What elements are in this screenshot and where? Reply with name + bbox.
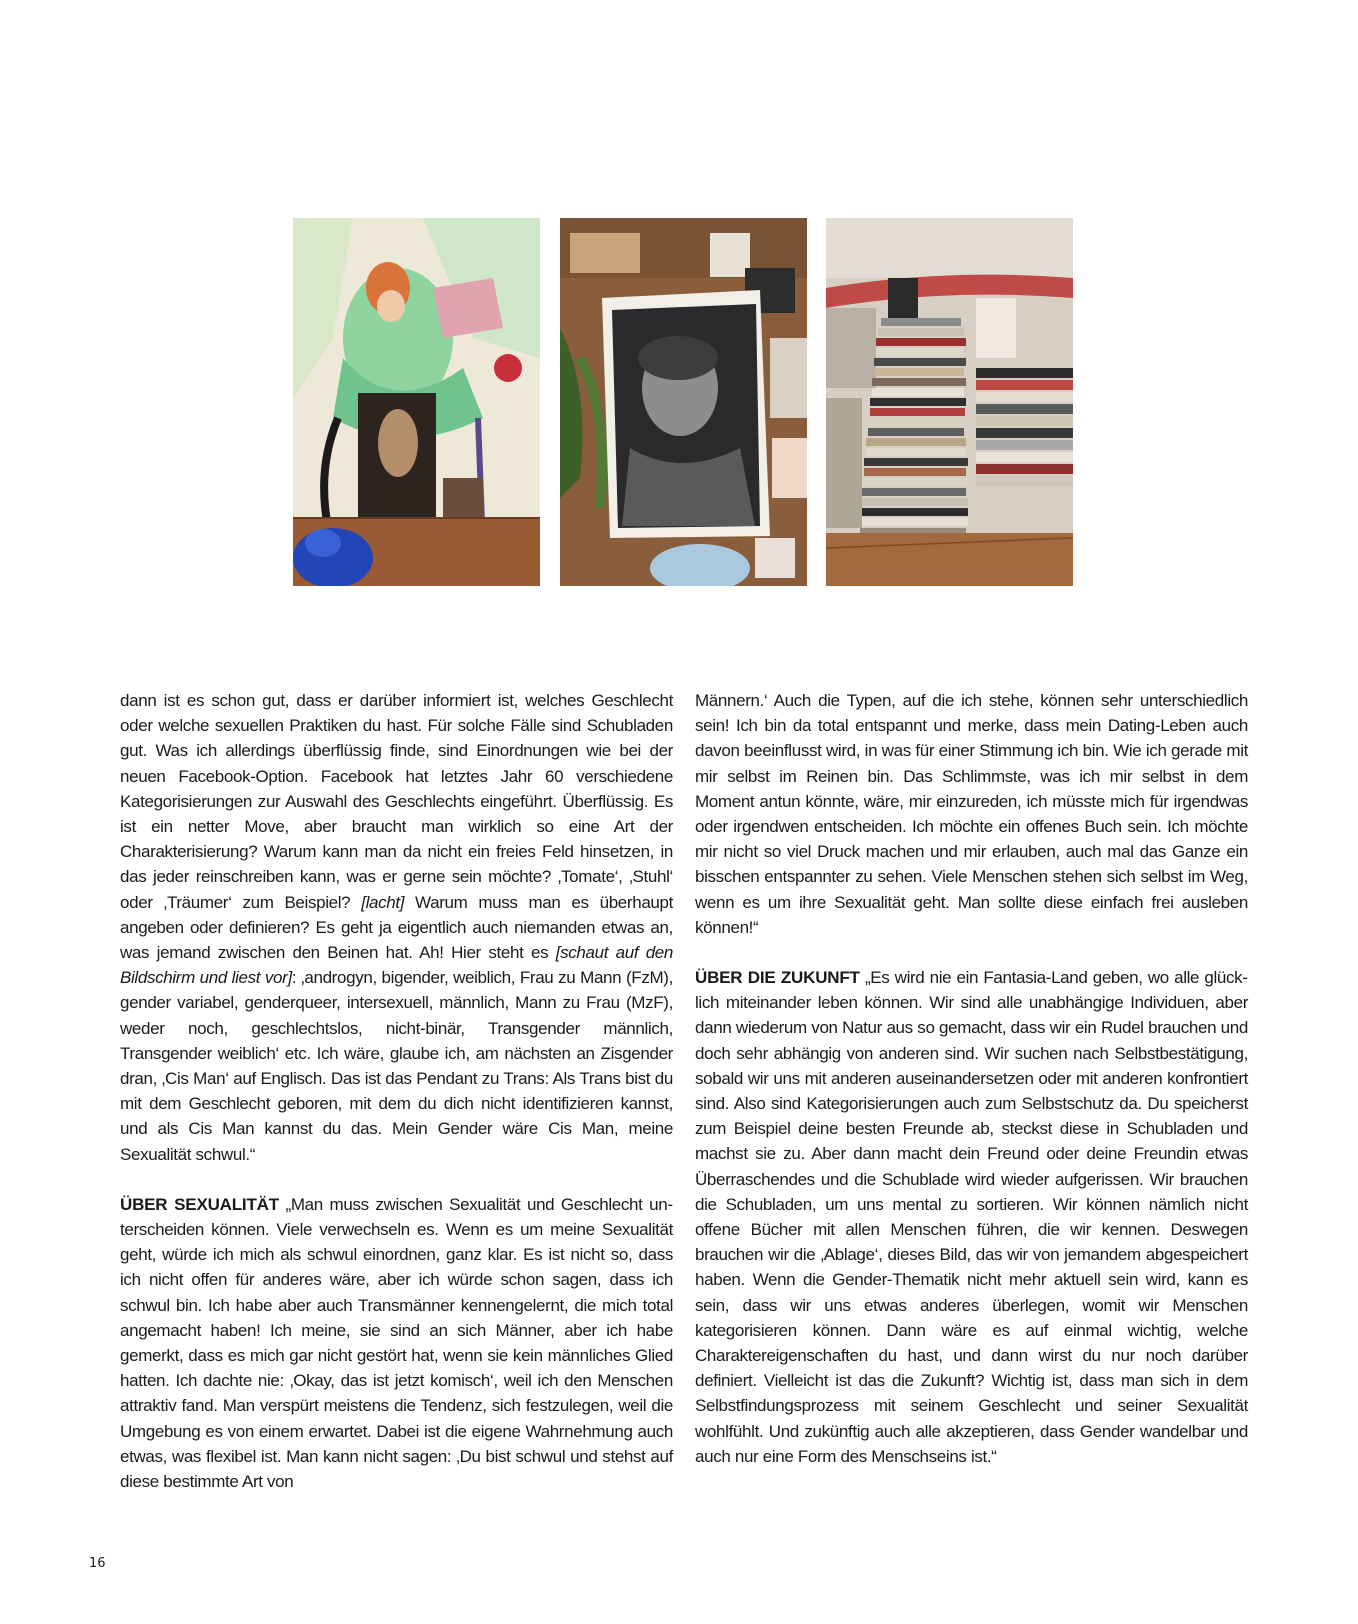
photo-pinboard-portrait (560, 218, 807, 586)
section-heading-sexuality: ÜBER SEXUALITÄT (120, 1194, 279, 1214)
paragraph-text: : ‚androgyn, bigender, weiblich, Frau zu Mann (FzM), gender variabel, genderqueer, intersexuell, männlich, Mann zu Frau (MzF), weder noch, geschlechtslos, nicht-binär, Transgender männlich, Transgender weiblich‘ etc. Ich wäre, glaube ich, am nächsten an Zisgender dran, ‚Cis Man‘ auf Englisch. Das ist das Pendant zu Trans: Als Trans bist du mit dem Geschlecht geboren, mit dem du dich nicht identifizieren kannst, und als Cis Man kannst du das. Mein Gender wäre Cis Man, meine Sexualität schwul.“ (120, 968, 673, 1164)
stage-direction: [lacht] (361, 892, 405, 912)
paragraph-text: Männern.‘ Auch die Typen, auf die ich stehe, können sehr unterschiedlich sein! Ich bin da total entspannt und merke, dass mein Dating-Leben auch davon beeinflusst wird, in was für einer Stimmung ich bin. Wie ich gerade mit mir selbst im Reinen bin. Das Schlimmste, was ich mir selbst in dem Moment antun könnte, wäre, mir einzureden, ich müsste mich für irgendwas oder irgendwen entscheiden. Ich möchte ein offenes Buch sein. Ich möchte mir nicht so viel Druck machen und mir erlauben, auch mal das Ganze ein bisschen entspannter zu sehen. Viele Menschen stehen sich selbst im Weg, wenn es um ihre Sexualität geht. Man sollte diese einfach frei ausleben können!“ (695, 691, 1248, 937)
paragraph-text: dann ist es schon gut, dass er darüber informiert ist, welches Geschlecht oder welche sexuellen Praktiken du hast. Für solche Fälle sind Schubladen gut. Was ich allerdings überflüssig finde, sind Einordnungen wie bei der neuen Facebook-Option. Facebook hat letztes Jahr 60 verschiedene Kategorisierungen zur Auswahl des Geschlechts eingeführt. Überflüssig. Es ist ein netter Move, aber braucht man wirklich so eine Art der Charakterisierung? Warum kann man da nicht ein freies Feld hinsetzen, in das jeder reinschreiben kann, was er gerne sein möchte? ‚Tomate‘, ‚Stuhl‘ oder ‚Träumer‘ zum Beispiel? (120, 691, 673, 912)
paragraph (120, 1192, 673, 1494)
page-number: 16 (89, 1556, 106, 1571)
paragraph-text: „Man muss zwischen Sexualität und Geschlecht unterscheiden können. Viele verwechseln es. Wenn es um meine Sexualität geht, würde ich mich als schwul einordnen, ganz klar. Es ist nicht so, dass ich nicht offen für anderes wäre, aber ich würde schon sagen, dass ich schwul bin. Ich habe aber auch Transmänner kennengelernt, die mich total angemacht haben! Ich meine, sie sind an sich Männer, aber ich habe gemerkt, dass es mich gar nicht gestört hat, wenn sie kein männliches Glied hatten. Ich dachte nie: ‚Okay, das ist jetzt komisch‘, weil ich den Menschen attraktiv fand. Man verspürt meistens die Tendenz, sich festzulegen, weil die Umgebung es von einem erwartet. Dabei ist die eigene Wahrnehmung auch etwas, was flexibel ist. Man kann nicht sagen: ‚Du bist schwul und stehst auf diese bestimmte Art von (120, 1194, 674, 1492)
paragraph (695, 965, 1248, 1469)
paragraph-text: Warum muss man es überhaupt angeben oder definieren? Es geht ja eigentlich auch niemanden etwas an, was jemand zwischen den Beinen hat. Ah! Hier steht es (120, 892, 674, 963)
text-column-left (120, 688, 673, 1494)
text-column-right (695, 688, 1248, 1469)
photo-book-stacks (826, 218, 1073, 586)
stage-direction: [schaut auf den Bildschirm und liest vor] (120, 943, 674, 988)
paragraph (695, 688, 1248, 940)
photo-painting-room (293, 218, 540, 586)
paragraph-text: „Es wird nie ein Fantasia-Land geben, wo alle glücklich miteinander leben können. Wir sind alle unabhängige Individuen, aber dann wiederum von Natur aus so gemacht, dass wir ein Rudel brauchen und doch sehr abhängig von anderen sind. Wir suchen nach Selbstbestätigung, sobald wir uns mit anderen auseinandersetzen oder mit anderen konfrontiert sind. Also sind Kategorisierungen auch zum Selbstschutz da. Du speicherst zum Beispiel deine besten Freunde ab, steckst diese in Schubladen und machst sie zu. Aber dann macht dein Freund oder deine Freundin etwas Überraschendes und die Schublade wird wieder aufgerissen. Wir brauchen die Schubladen, um uns mental zu sortieren. Wir können nämlich nicht offene Bücher mit allen Menschen führen, die wir kennen. Deswegen brauchen wir die ‚Ablage‘, dieses Bild, das wir von jemandem abgespeichert haben. Wenn die Gender-Thematik nicht mehr aktuell sein wird, kann es sein, dass wir uns etwas anderes überlegen, womit wir Menschen kategorisieren können. Dann wäre es auf einmal wichtig, welche Charaktereigenschaften du hast, und dann wirst du nur noch darüber definiert. Vielleicht ist das die Zukunft? Wichtig ist, dass man sich in dem Selbstfindungsprozess mit seinem Geschlecht und seiner Sexualität wohlfühlt. Und zukünftig auch alle akzeptieren, dass Gender wandelbar und auch nur eine Form des Menschseins ist.“ (695, 968, 1248, 1466)
paragraph (120, 688, 673, 1167)
section-heading-future: ÜBER DIE ZUKUNFT (695, 968, 860, 988)
